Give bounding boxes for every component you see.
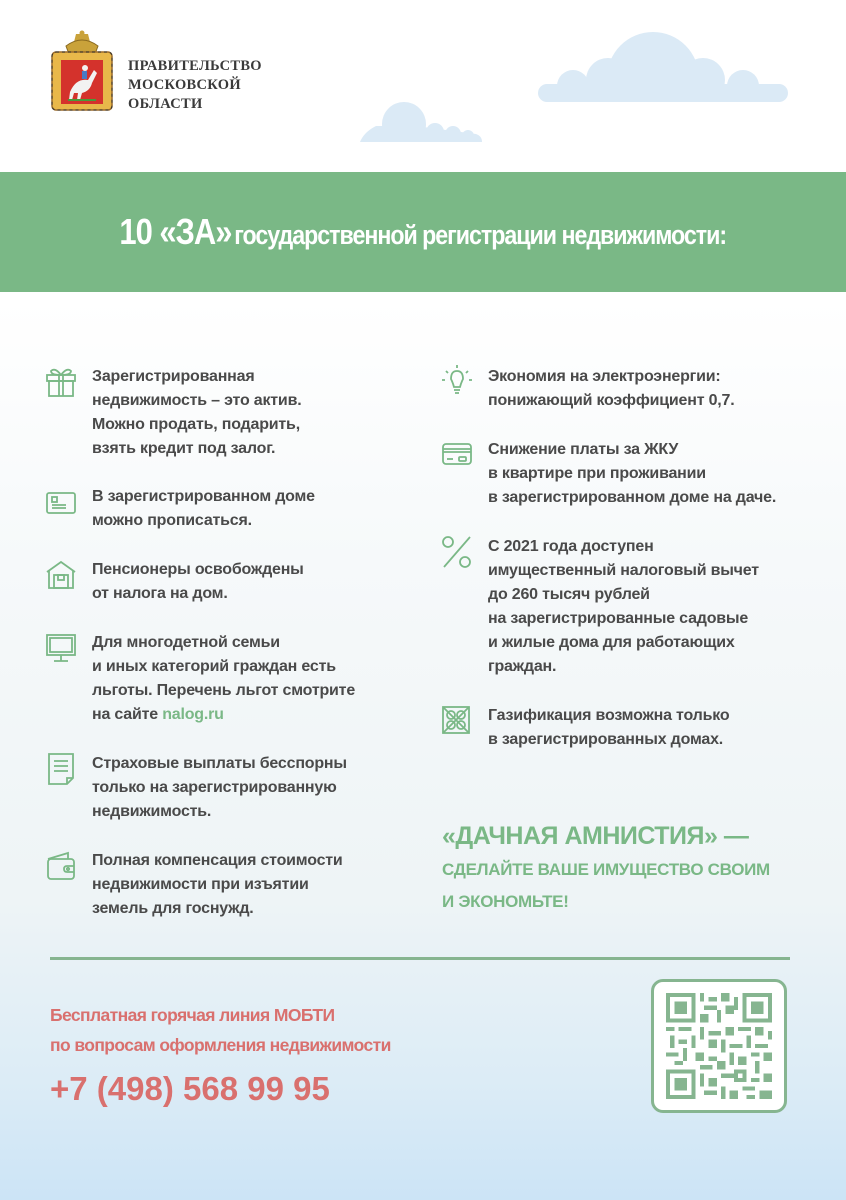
text-line: имущественный налоговый вычет xyxy=(488,562,759,579)
text-line: понижающий коэффициент 0,7. xyxy=(488,392,735,409)
document-icon xyxy=(44,752,78,786)
benefit-item xyxy=(44,631,404,727)
small-cloud-decoration xyxy=(358,100,488,142)
text-line: в зарегистрированном доме на даче. xyxy=(488,489,777,506)
benefit-text xyxy=(488,535,820,679)
benefit-text xyxy=(92,365,404,461)
text-line: граждан. xyxy=(488,658,557,675)
hotline-label: Бесплатная горячая линия МОБТИ xyxy=(50,1005,335,1025)
benefits-right-column xyxy=(440,365,820,777)
text-line: взять кредит под залог. xyxy=(92,440,276,457)
wallet-icon xyxy=(44,849,78,883)
text-line: Снижение платы за ЖКУ xyxy=(488,441,679,458)
benefit-item xyxy=(440,438,820,510)
section-divider xyxy=(50,957,790,960)
text-line: до 260 тысяч рублей xyxy=(488,586,650,603)
title-highlight: 10 «ЗА» xyxy=(119,211,232,252)
house-icon xyxy=(44,558,78,592)
org-name-line: МОСКОВСКОЙ xyxy=(128,77,241,93)
benefit-item xyxy=(440,365,820,413)
benefit-text xyxy=(92,849,404,921)
org-name-line: ОБЛАСТИ xyxy=(128,96,203,112)
text-line: от налога на дом. xyxy=(92,585,228,602)
qr-code-icon xyxy=(666,993,772,1099)
benefit-item xyxy=(44,752,404,824)
benefit-item xyxy=(44,849,404,921)
benefit-text xyxy=(92,558,404,606)
text-fragment: на сайте xyxy=(92,706,163,723)
org-name-line: ПРАВИТЕЛЬСТВО xyxy=(128,58,262,74)
benefit-item xyxy=(440,704,820,752)
benefit-text xyxy=(488,438,820,510)
title-banner xyxy=(0,172,846,292)
text-line: и жилые дома для работающих xyxy=(488,634,735,651)
text-line: недвижимости при изъятии xyxy=(92,876,309,893)
org-name xyxy=(128,57,262,114)
text-line: и иных категорий граждан есть xyxy=(92,658,336,675)
credit-cards-icon xyxy=(440,438,474,472)
benefit-text xyxy=(92,752,404,824)
slogan-subline: СДЕЛАЙТЕ ВАШЕ ИМУЩЕСТВО СВОИМ xyxy=(442,860,770,879)
id-card-icon xyxy=(44,485,78,519)
benefit-item xyxy=(44,485,404,533)
text-line: Для многодетной семьи xyxy=(92,634,280,651)
text-line: земель для госнужд. xyxy=(92,900,254,917)
coat-of-arms-icon xyxy=(48,30,116,114)
slogan xyxy=(442,820,822,916)
text-line: Экономия на электроэнергии: xyxy=(488,368,721,385)
benefits-left-column xyxy=(44,365,404,946)
qr-code[interactable] xyxy=(651,979,787,1113)
text-line: Полная компенсация стоимости xyxy=(92,852,343,869)
gift-icon xyxy=(44,365,78,399)
text-line: Газификация возможна только xyxy=(488,707,730,724)
slogan-headline: «ДАЧНАЯ АМНИСТИЯ» — xyxy=(442,822,749,850)
page-title xyxy=(120,211,727,253)
text-line: Можно продать, подарить, xyxy=(92,416,300,433)
benefit-item xyxy=(44,558,404,606)
text-line: В зарегистрированном доме xyxy=(92,488,315,505)
text-line: в квартире при проживании xyxy=(488,465,706,482)
lightbulb-icon xyxy=(440,365,474,399)
slogan-subline: И ЭКОНОМЬТЕ! xyxy=(442,892,569,911)
text-line: недвижимость – это актив. xyxy=(92,392,302,409)
benefit-item xyxy=(440,535,820,679)
hotline-phone[interactable]: +7 (498) 568 99 95 xyxy=(50,1070,330,1107)
title-rest: государственной регистрации недвижимости: xyxy=(234,220,727,250)
text-line: Страховые выплаты бесспорны xyxy=(92,755,347,772)
benefit-text xyxy=(92,631,404,727)
text-line: Пенсионеры освобождены xyxy=(92,561,304,578)
text-line: в зарегистрированных домах. xyxy=(488,731,724,748)
monitor-icon xyxy=(44,631,78,665)
benefit-text xyxy=(488,704,820,752)
text-line: недвижимость. xyxy=(92,803,212,820)
gas-burner-icon xyxy=(440,704,474,738)
header xyxy=(0,0,846,172)
text-line: только на зарегистрированную xyxy=(92,779,337,796)
text-line: льготы. Перечень льгот смотрите xyxy=(92,682,356,699)
text-line: С 2021 года доступен xyxy=(488,538,654,555)
nalog-link[interactable]: nalog.ru xyxy=(162,706,224,723)
benefit-item xyxy=(44,365,404,461)
large-cloud-decoration xyxy=(528,30,793,102)
benefit-text xyxy=(92,485,404,533)
text-line: можно прописаться. xyxy=(92,512,252,529)
text-line: Зарегистрированная xyxy=(92,368,255,385)
percent-icon xyxy=(440,535,474,569)
text-line xyxy=(92,703,404,727)
hotline-sublabel: по вопросам оформления недвижимости xyxy=(50,1035,391,1055)
hotline-block xyxy=(50,1000,391,1108)
text-line: на зарегистрированные садовые xyxy=(488,610,749,627)
benefit-text xyxy=(488,365,820,413)
